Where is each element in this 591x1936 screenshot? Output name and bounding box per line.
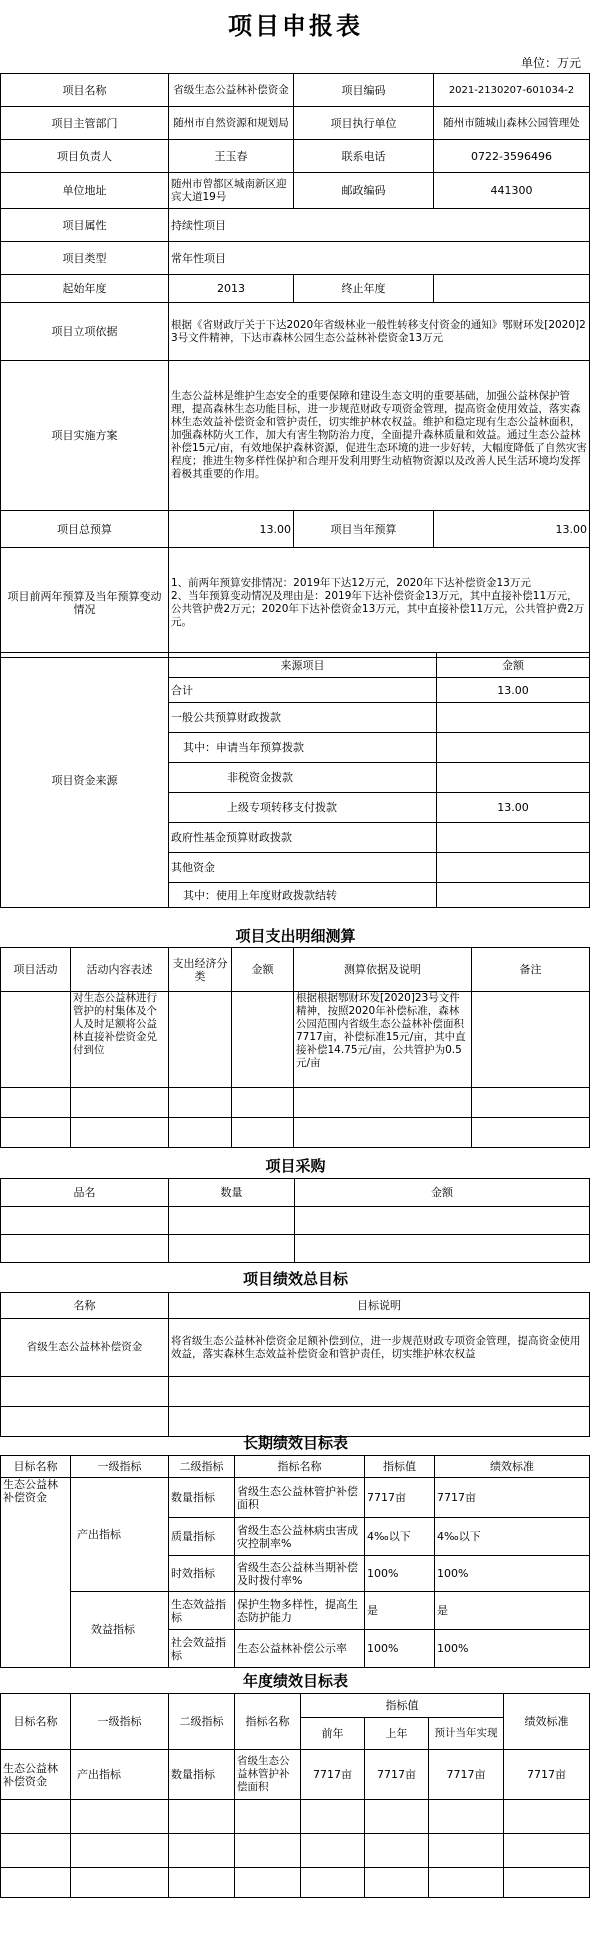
project-name-label: 项目名称 [1,74,169,107]
annual-v2: 7717亩 [365,1750,429,1800]
long-term-l1: 产出指标 [71,1478,169,1592]
funding-row-amount [437,883,590,908]
detail-amount [232,992,294,1088]
total-budget-value: 13.00 [169,511,294,548]
detail-heading: 项目支出明细测算 [235,927,356,945]
long-term-header: 目标名称 [1,1456,71,1478]
year-budget-label: 项目当年预算 [294,511,434,548]
funding-row-name: 一般公共预算财政拨款 [169,703,437,733]
plan-label: 项目实施方案 [1,361,169,511]
annual-subheader: 前年 [301,1718,365,1750]
funding-row-name: 上级专项转移支付拨款 [169,793,437,823]
detail-content: 对生态公益林进行管护的村集体及个人及时足额将公益林直接补偿资金兑付到位 [71,992,169,1088]
overall-goal-header: 名称 [1,1293,169,1319]
address-value: 随州市曾都区城南新区迎宾大道19号 [169,173,294,209]
long-term-header: 一级指标 [71,1456,169,1478]
funding-row-name: 其中：使用上年度财政拨款结转 [169,883,437,908]
funding-row-name: 非税资金拨款 [169,763,437,793]
long-term-value: 7717亩 [365,1478,435,1518]
annual-header: 一级指标 [71,1694,169,1750]
attr-label: 项目属性 [1,209,169,242]
history-label: 项目前两年预算及当年预算变动情况 [1,548,169,658]
long-term-name: 省级生态公益林病虫害成灾控制率% [235,1518,365,1556]
long-term-l1: 效益指标 [71,1592,169,1668]
leader-value: 王玉春 [169,140,294,173]
long-term-std: 100% [435,1556,590,1592]
long-term-l2: 生态效益指标 [169,1592,235,1630]
funding-row-amount [437,733,590,763]
funding-col-source: 来源项目 [169,653,437,678]
end-year-value [434,275,590,303]
type-label: 项目类型 [1,242,169,275]
long-term-name: 省级生态公益林管护补偿面积 [235,1478,365,1518]
long-term-goal-name: 生态公益林补偿资金 [1,1478,71,1668]
long-term-header: 二级指标 [169,1456,235,1478]
procurement-header: 品名 [1,1179,169,1207]
funding-row-amount [437,853,590,883]
detail-header: 金额 [232,948,294,992]
annual-header: 指标值 [301,1694,504,1718]
annual-v1: 7717亩 [301,1750,365,1800]
long-term-value: 100% [365,1556,435,1592]
funding-row-name: 其他资金 [169,853,437,883]
basis-label: 项目立项依据 [1,303,169,361]
page-title: 项目申报表 [228,12,363,40]
overall-goal-table [0,1292,590,1437]
funding-row-amount [437,763,590,793]
exec-unit-value: 随州市随城山森林公园管理处 [434,107,590,140]
phone-label: 联系电话 [294,140,434,173]
funding-row-amount [437,703,590,733]
project-code-value: 2021-2130207-601034-2 [434,74,590,107]
annual-heading: 年度绩效目标表 [242,1672,348,1690]
long-term-std: 是 [435,1592,590,1630]
long-term-std: 4‰以下 [435,1518,590,1556]
plan-value: 生态公益林是维护生态安全的重要保障和建设生态文明的重要基础，加强公益林保护管理，提高森林生态功能目标，进一步规范财政专项资金管理，提高资金使用效益，落实森林生态效益补偿资金和管护责任，切实维护林农权益。维护和稳定现有生态公益林面积，加强森林防火工作，加大有害生物防治力度，全面提升森林质量和效益。通过生态公益林补偿15元/亩，有效地保护森林资源，促进生态环境的进一步好转，大幅度降低了自然灾害程度；推进生物多样性保护和合理开发利用野生动植物资源以及改善人民生活环境均发挥着极其重要的作用。 [169,361,590,511]
type-value: 常年性项目 [169,242,590,275]
year-budget-value: 13.00 [434,511,590,548]
detail-activity [1,992,71,1088]
long-term-table [0,1455,590,1668]
overall-goal-header: 目标说明 [169,1293,590,1319]
funding-col-amount: 金额 [437,653,590,678]
annual-header: 绩效标准 [504,1694,590,1750]
procurement-header: 数量 [169,1179,295,1207]
long-term-std: 7717亩 [435,1478,590,1518]
long-term-header: 指标值 [365,1456,435,1478]
annual-std: 7717亩 [504,1750,590,1800]
long-term-heading: 长期绩效目标表 [242,1434,348,1452]
annual-header: 指标名称 [235,1694,301,1750]
long-term-l2: 时效指标 [169,1556,235,1592]
long-term-header: 指标名称 [235,1456,365,1478]
info-table [0,73,590,658]
project-name-value: 省级生态公益林补偿资金 [169,74,294,107]
long-term-value: 是 [365,1592,435,1630]
long-term-name: 生态公益林补偿公示率 [235,1630,365,1668]
annual-goal: 生态公益林补偿资金 [1,1750,71,1800]
dept-value: 随州市自然资源和规划局 [169,107,294,140]
attr-value: 持续性项目 [169,209,590,242]
long-term-std: 100% [435,1630,590,1668]
project-code-label: 项目编码 [294,74,434,107]
annual-header: 二级指标 [169,1694,235,1750]
zip-value: 441300 [434,173,590,209]
start-year-value: 2013 [169,275,294,303]
funding-table [0,652,590,908]
overall-goal-heading: 项目绩效总目标 [242,1270,348,1288]
long-term-value: 4‰以下 [365,1518,435,1556]
procurement-heading: 项目采购 [265,1157,326,1175]
annual-header: 目标名称 [1,1694,71,1750]
funding-row-amount [437,823,590,853]
detail-note [472,992,590,1088]
zip-label: 邮政编码 [294,173,434,209]
phone-value: 0722-3596496 [434,140,590,173]
procurement-table [0,1178,590,1263]
annual-l1: 产出指标 [71,1750,169,1800]
start-year-label: 起始年度 [1,275,169,303]
funding-label: 项目资金来源 [1,653,169,908]
long-term-name: 保护生物多样性，提高生态防护能力 [235,1592,365,1630]
detail-table [0,947,590,1148]
funding-row-name: 其中：申请当年预算拨款 [169,733,437,763]
annual-name: 省级生态公益林管护补偿面积 [235,1750,301,1800]
detail-header: 活动内容表述 [71,948,169,992]
overall-goal-name: 省级生态公益林补偿资金 [1,1319,169,1377]
annual-subheader: 预计当年实现 [429,1718,504,1750]
long-term-l2: 质量指标 [169,1518,235,1556]
annual-subheader: 上年 [365,1718,429,1750]
detail-basis: 根据根据鄂财环发[2020]23号文件精神，按照2020年补偿标准，森林公园范围内省级生态公益林补偿面积7717亩，补偿标准15元/亩，其中直接补偿14.75元/亩，公共管护为0.5元/亩 [294,992,472,1088]
total-budget-label: 项目总预算 [1,511,169,548]
annual-v3: 7717亩 [429,1750,504,1800]
procurement-header: 金额 [295,1179,590,1207]
detail-header: 备注 [472,948,590,992]
long-term-l2: 数量指标 [169,1478,235,1518]
leader-label: 项目负责人 [1,140,169,173]
long-term-header: 绩效标准 [435,1456,590,1478]
detail-class [169,992,232,1088]
exec-unit-label: 项目执行单位 [294,107,434,140]
funding-row-amount: 13.00 [437,793,590,823]
funding-row-name: 合计 [169,678,437,703]
annual-table [0,1693,590,1898]
overall-goal-desc: 将省级生态公益林补偿资金足额补偿到位，进一步规范财政专项资金管理，提高资金使用效益，落实森林生态效益补偿资金和管护责任，切实维护林农权益 [169,1319,590,1377]
long-term-value: 100% [365,1630,435,1668]
funding-row-name: 政府性基金预算财政拨款 [169,823,437,853]
basis-value: 根据《省财政厅关于下达2020年省级林业一般性转移支付资金的通知》鄂财环发[2020]23号文件精神，下达市森林公园生态公益林补偿资金13万元 [169,303,590,361]
funding-row-amount: 13.00 [437,678,590,703]
address-label: 单位地址 [1,173,169,209]
history-value: 1、前两年预算安排情况：2019年下达12万元，2020年下达补偿资金13万元 2、当年预算变动情况及理由是：2019年下达补偿资金13万元，其中直接补偿11万元，公共管护费2万元；2020年下达补偿资金13万元，其中直接补偿11万元，公共管护费2万元。 [169,548,590,658]
long-term-name: 省级生态公益林当期补偿及时拨付率% [235,1556,365,1592]
detail-header: 项目活动 [1,948,71,992]
unit-label: 单位：万元 [520,56,581,70]
dept-label: 项目主管部门 [1,107,169,140]
annual-l2: 数量指标 [169,1750,235,1800]
end-year-label: 终止年度 [294,275,434,303]
detail-header: 测算依据及说明 [294,948,472,992]
detail-header: 支出经济分类 [169,948,232,992]
long-term-l2: 社会效益指标 [169,1630,235,1668]
